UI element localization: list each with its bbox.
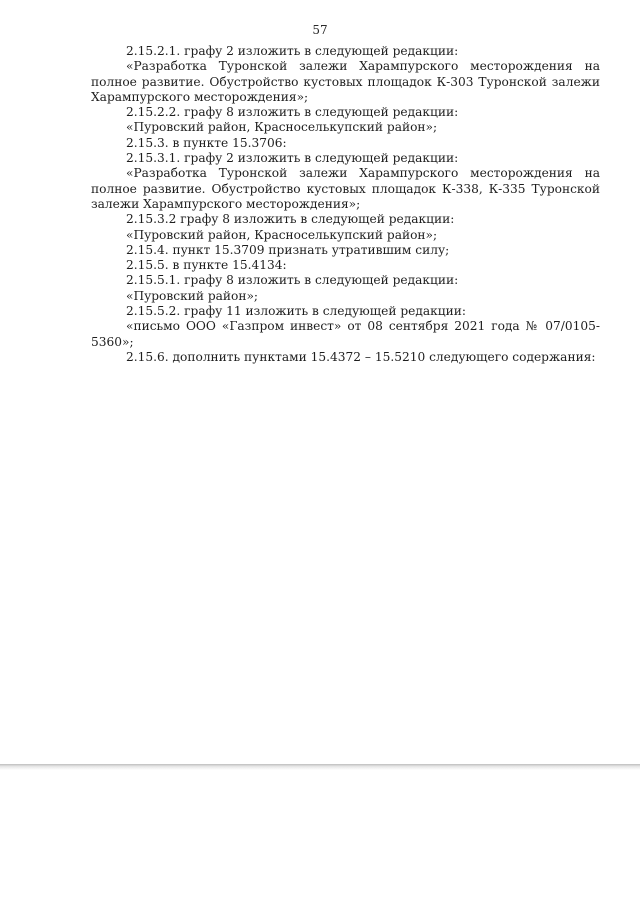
paragraph-2-15-6: 2.15.6. дополнить пунктами 15.4372 – 15.5210 следующего содержания: (126, 349, 596, 364)
scan-bottom-edge (0, 764, 640, 770)
paragraph-2-15-5-2: 2.15.5.2. графу 11 изложить в следующей редакции: (126, 304, 466, 319)
page-number: 57 (312, 23, 328, 37)
document-body (91, 44, 600, 365)
paragraph-2-15-5: 2.15.5. в пункте 15.4134: (126, 258, 287, 273)
paragraph-quote-purovsky: «Пуровский район»; (126, 288, 259, 303)
paragraph-2-15-3: 2.15.3. в пункте 15.3706: (126, 135, 287, 150)
paragraph-quote-districts-1: «Пуровский район, Красноселькупский район»; (126, 120, 438, 135)
paragraph-2-15-2-1: 2.15.2.1. графу 2 изложить в следующей редакции: (126, 44, 459, 58)
paragraph-2-15-2-2: 2.15.2.2. графу 8 изложить в следующей редакции: (126, 105, 459, 120)
paragraph-2-15-3-1: 2.15.3.1. графу 2 изложить в следующей редакции: (126, 151, 459, 166)
paragraph-quote-districts-2: «Пуровский район, Красноселькупский район»; (126, 227, 438, 242)
paragraph-2-15-3-2: 2.15.3.2 графу 8 изложить в следующей редакции: (126, 212, 455, 227)
paragraph-quote-letter: «письмо ООО «Газпром инвест» от 08 сентября 2021 года № 07/0105-5360»; (91, 319, 600, 349)
paragraph-quote-k338-k335: «Разработка Туронской залежи Харампурского месторождения на полное развитие. Обустройство кустовых площадок К-338, К-335 Туронской залежи Харампурского месторождения»; (91, 166, 600, 211)
paragraph-quote-k303: «Разработка Туронской залежи Харампурского месторождения на полное развитие. Обустройство кустовых площадок К-303 Туронской залежи Харампурского месторождения»; (91, 59, 600, 104)
paragraph-2-15-4: 2.15.4. пункт 15.3709 признать утратившим силу; (126, 242, 450, 257)
paragraph-2-15-5-1: 2.15.5.1. графу 8 изложить в следующей редакции: (126, 273, 459, 288)
